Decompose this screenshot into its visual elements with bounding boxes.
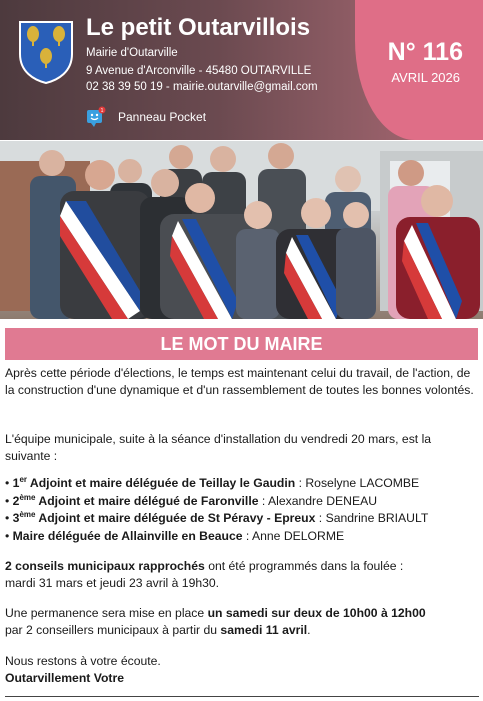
list-item: • Maire déléguée de Allainville en Beauce : Anne DELORME (5, 528, 479, 546)
footer-divider (5, 696, 479, 697)
panneau-pocket-icon (86, 106, 106, 128)
section-title: LE MOT DU MAIRE (160, 334, 323, 354)
newsletter-header (0, 0, 483, 140)
mairie-name: Mairie d'Outarville (86, 47, 178, 59)
councils-paragraph: 2 conseils municipaux rapprochés ont été programmés dans la foulée : mardi 31 mars et jeudi 23 avril à 19h30. (5, 559, 404, 590)
permanence-schedule: un samedi sur deux de 10h00 à 12h00 (207, 606, 426, 620)
signature: Outarvillement Votre (5, 671, 124, 685)
municipal-team-photo (0, 141, 483, 319)
mairie-contact: 02 38 39 50 19 - mairie.outarville@gmail.com (86, 81, 318, 93)
team-intro-paragraph: L'équipe municipale, suite à la séance d'installation du vendredi 20 mars, est la suivante : (5, 432, 432, 463)
councils-bold-text: 2 conseils municipaux rapprochés (5, 559, 205, 573)
closing-paragraph (5, 653, 479, 687)
issue-number: N° 116 (387, 38, 463, 66)
newsletter-title: Le petit Outarvillois (86, 14, 311, 41)
list-item: • 2ème Adjoint et maire délégué de Faronville : Alexandre DENEAU (5, 493, 479, 511)
councils-dates: mardi 31 mars et jeudi 23 avril à 19h30. (5, 576, 220, 590)
team-photo-illustration (0, 141, 483, 319)
adjoints-list (5, 475, 479, 545)
closing-line: Nous restons à votre écoute. (5, 654, 161, 668)
intro-paragraph: Après cette période d'élections, le temps est maintenant celui du travail, de l'action, de la construction d'une dynamique et d'un rassemblement de toutes les bonnes volontés. (5, 366, 474, 397)
pocket-badge: 1 (100, 108, 104, 114)
town-crest-icon (18, 20, 74, 84)
list-item: • 1er Adjoint et maire déléguée de Teillay le Gaudin : Roselyne LACOMBE (5, 475, 479, 493)
permanence-paragraph: Une permanence sera mise en place un samedi sur deux de 10h00 à 12h00 par 2 conseillers municipaux à partir du samedi 11 avril. (5, 606, 426, 637)
panneau-pocket-label: Panneau Pocket (118, 110, 207, 124)
mairie-address: 9 Avenue d'Arconville - 45480 OUTARVILLE (86, 65, 312, 77)
section-banner (5, 328, 478, 360)
list-item: • 3ème Adjoint et maire déléguée de St Péravy - Epreux : Sandrine BRIAULT (5, 510, 479, 528)
permanence-start-date: samedi 11 avril (220, 623, 308, 637)
issue-date: AVRIL 2026 (391, 70, 460, 85)
